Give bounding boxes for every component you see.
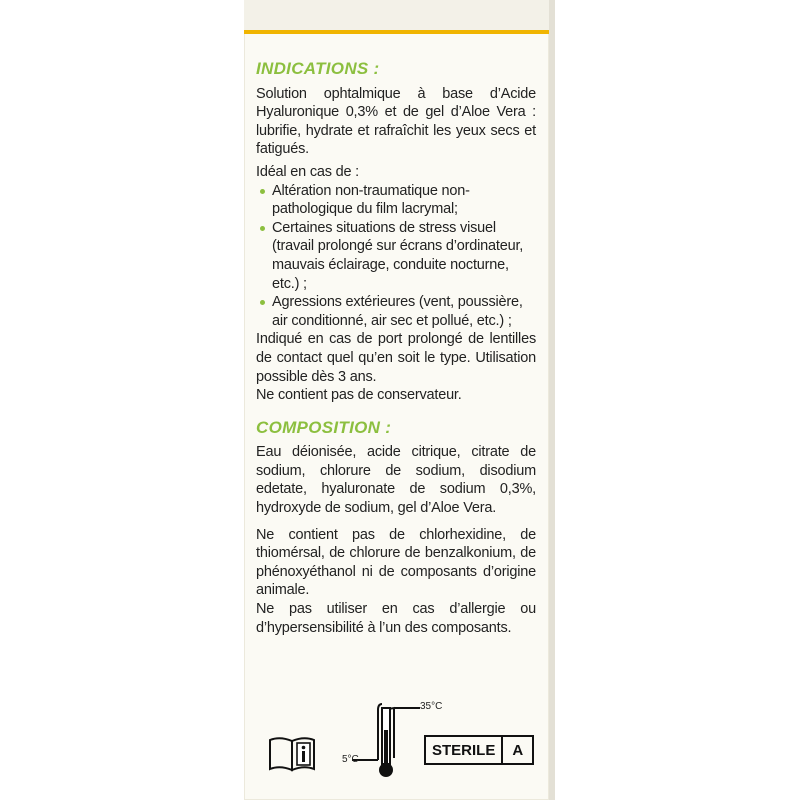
- list-item: Altération non-traumatique non-pathologique du film lacrymal;: [256, 182, 536, 219]
- sterile-badge: [424, 735, 534, 765]
- indications-intro: Solution ophtalmique à base d’Acide Hyaluronique 0,3% et de gel d’Aloe Vera : lubrifie, hydrate et rafraîchit les yeux secs et fatigués.: [256, 85, 536, 158]
- list-item: Agressions extérieures (vent, poussière, air conditionné, air sec et pollué, etc.) ;: [256, 293, 536, 330]
- thermometer-icon: [342, 690, 422, 785]
- sterile-label: STERILE: [432, 741, 496, 759]
- indications-heading: INDICATIONS :: [256, 59, 380, 78]
- preservative-note: Ne contient pas de conservateur.: [256, 387, 462, 404]
- ideal-label: Idéal en cas de :: [256, 163, 360, 180]
- composition-ingredients: Eau déionisée, acide citrique, citrate de sodium, chlorure de sodium, disodium edetate, hyaluronate de sodium 0,3%, hydroxyde de sodium, gel d’Aloe Vera.: [256, 444, 536, 517]
- temperature-min: 5°C: [342, 754, 359, 765]
- list-item: Certaines situations de stress visuel (travail prolongé sur écrans d’ordinateur, mauvais éclairage, conduite nocturne, etc.) ;: [256, 219, 536, 293]
- allergy-warning: Ne pas utiliser en cas d’allergie ou d’hypersensibilité à l’un des composants.: [256, 601, 536, 636]
- composition-heading: COMPOSITION :: [256, 417, 392, 437]
- regulatory-symbols: [256, 690, 546, 790]
- package-edge: [549, 0, 555, 800]
- temperature-max: 35°C: [420, 701, 443, 712]
- leaflet-text: [256, 60, 536, 637]
- indications-list: [256, 182, 536, 331]
- book-info-icon: [268, 734, 316, 777]
- contact-lens-note: Indiqué en cas de port prolongé de lentilles de contact quel qu’en soit le type. Utilisation possible dès 3 ans.: [256, 331, 536, 385]
- sterile-method: A: [501, 737, 532, 763]
- package-top-band: [244, 0, 549, 34]
- composition-exclusions: Ne contient pas de chlorhexidine, de thiomérsal, de chlorure de benzalkonium, de phénoxyéthanol ni de composants d’origine animale.: [256, 526, 536, 599]
